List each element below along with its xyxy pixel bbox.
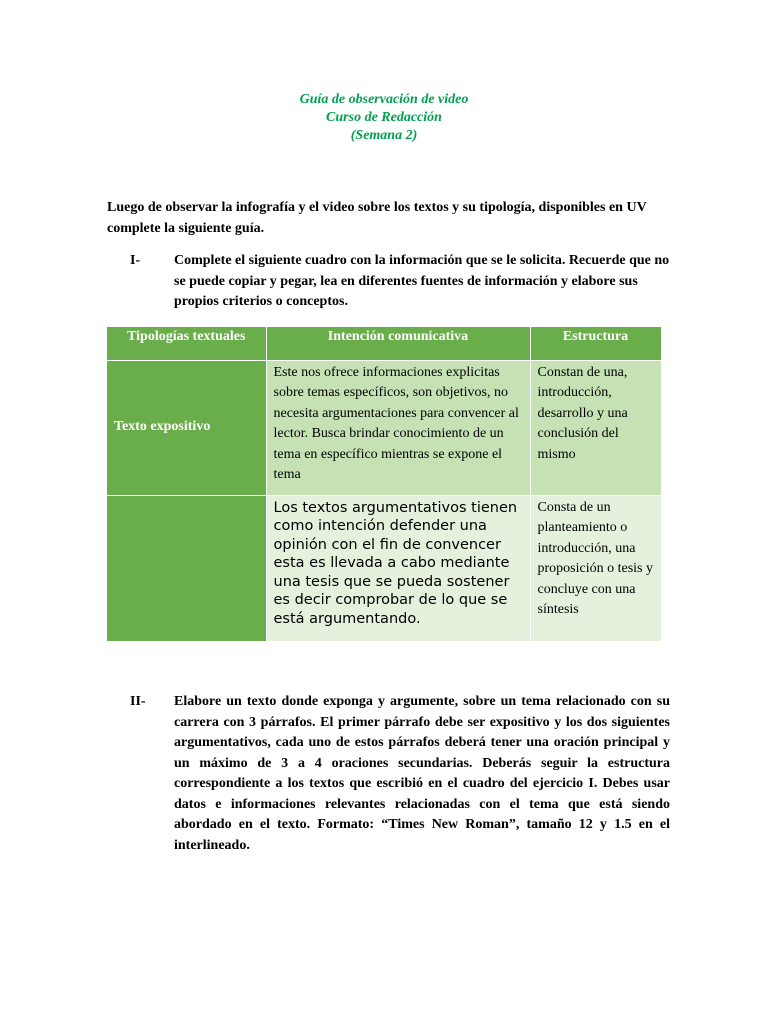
instruction-item-2 [130,692,670,856]
table-row [107,360,661,495]
course-name: Curso de Redacción [326,110,442,125]
purpose-cell: Este nos ofrece informaciones explicitas sobre temas específicos, son objetivos, no necesita argumentaciones para convencer al lector. Busca brindar conocimiento de un tema en específico mientras se expone el tema [266,360,530,495]
typology-table-container [107,327,661,641]
typology-table [107,327,662,641]
purpose-cell [266,495,530,641]
purpose-line-1: Los textos argumentativos tienen [273,499,518,516]
document-title-block [0,91,768,145]
week-label: (Semana 2) [350,128,418,143]
typology-cell: Texto expositivo [107,360,266,495]
typology-cell [107,495,266,641]
table-header-row [107,327,661,360]
purpose-line-2: como intención defender una opinión con el fin de convencer esta es llevada a cabo mediante una tesis que se pueda sostener es decir comprobar de lo que se está argumentando. [273,518,510,627]
instruction-item-1 [130,251,670,313]
item-text-2: Elabore un texto donde exponga y argumente, sobre un tema relacionado con su carrera con 3 párrafos. El primer párrafo debe ser expositivo y los dos siguientes argumentativos, cada uno de estos párrafos deberá tener una oración principal y un máximo de 3 a 4 oraciones secundarias. Deberás seguir la estructura correspondiente a los textos que escribió en el cuadro del ejercicio I. Debes usar datos e informaciones relevantes relacionadas con el tema que está siendo abordado en el texto. Formato: “Times New Roman”, tamaño 12 y 1.5 en el interlineado. [174,694,670,853]
item-number-1: I- [130,253,141,268]
header-structure: Estructura [530,327,661,360]
item-number-2: II- [130,694,146,709]
item-text-1: Complete el siguiente cuadro con la información que se le solicita. Recuerde que no se puede copiar y pegar, lea en diferentes fuentes de información y elabore sus propios criterios o conceptos. [174,253,670,309]
intro-paragraph: Luego de observar la infografía y el video sobre los textos y su tipología, disponibles en UV complete la siguiente guía. [107,200,647,236]
structure-cell: Consta de un planteamiento o introducción, una proposición o tesis y concluye con una síntesis [530,495,661,641]
table-row [107,495,661,641]
document-title: Guía de observación de video [299,92,469,107]
header-typologies: Tipologías textuales [107,327,266,360]
structure-cell: Constan de una, introducción, desarrollo y una conclusión del mismo [530,360,661,495]
header-purpose: Intención comunicativa [266,327,530,360]
